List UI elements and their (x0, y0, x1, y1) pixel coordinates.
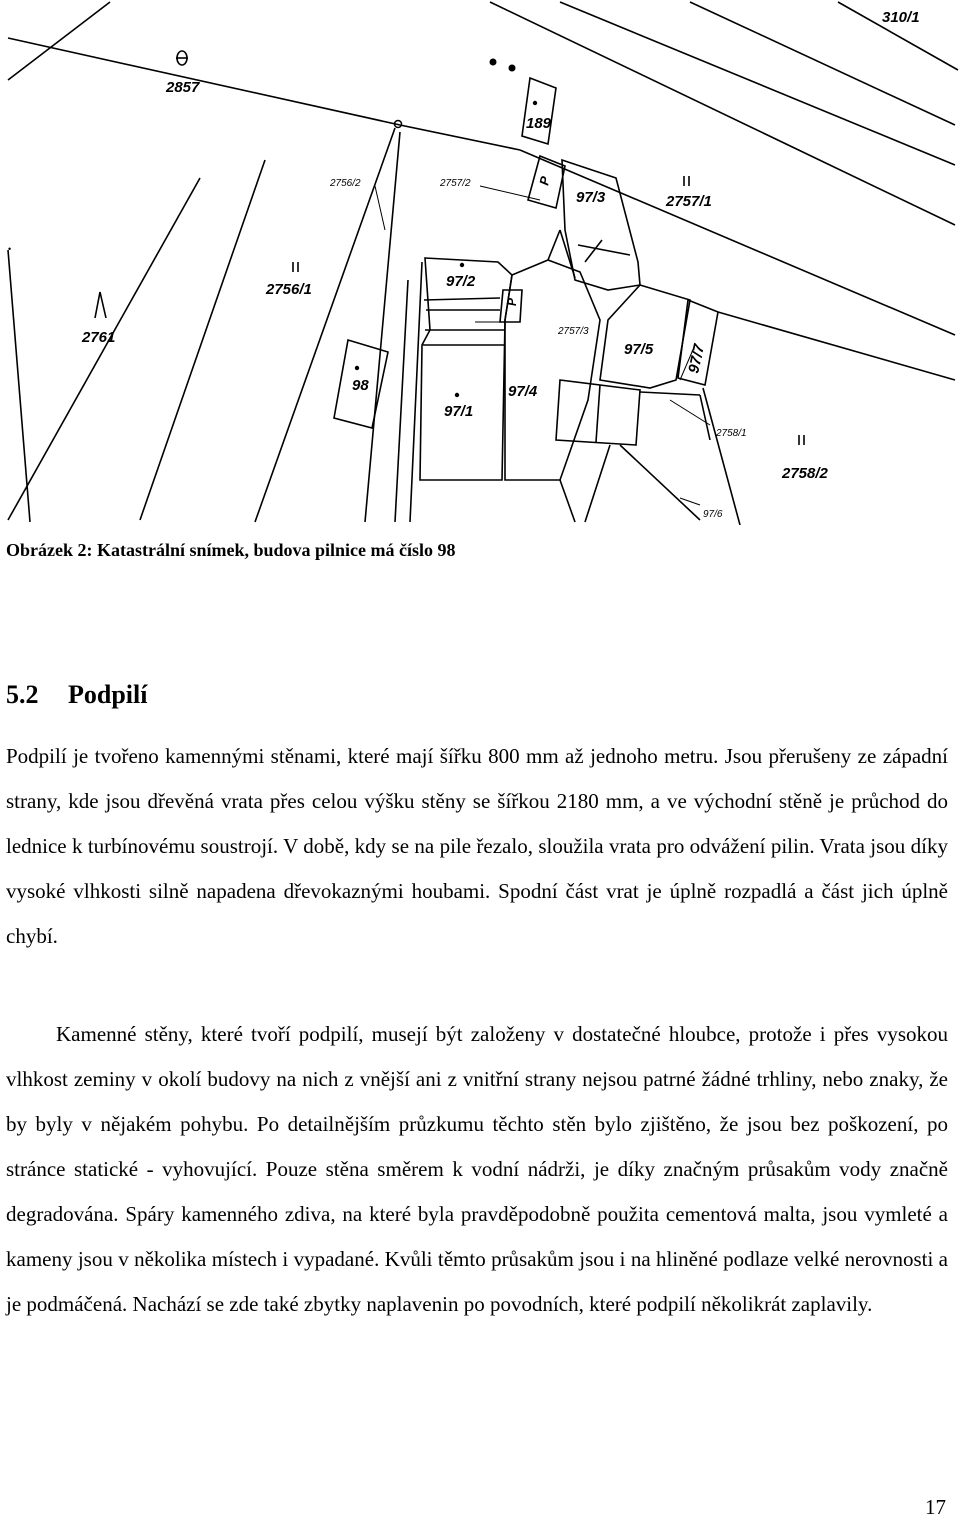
parcel-label: 2758/1 (716, 428, 747, 439)
paragraph: Podpilí je tvořeno kamennými stěnami, které mají šířku 800 mm až jednoho metru. Jsou přerušeny ze západní strany, kde jsou dřevěná vrata přes celou výšku stěny se šířkou 2180 mm, a ve východní stěně je průchod do lednice k turbínovému soustrojí. V době, kdy se na pile řezalo, sloužila vrata pro odvážení pilin. Vrata jsou díky vysoké vlhkosti silně napadena dřevokaznými houbami. Spodní část vrat je úplně rozpadlá a část jich úplně chybí. (6, 744, 948, 948)
parcel-label: 2757/1 (666, 193, 712, 210)
parcel-label: 189 (526, 115, 552, 132)
parcel-label: 97/6 (703, 509, 723, 520)
section-title: Podpilí (68, 680, 148, 709)
section-number: 5.2 (6, 680, 39, 709)
parcel-label: 2758/2 (782, 465, 828, 482)
svg-text:P: P (536, 175, 553, 187)
parcel-label: 2757/3 (558, 326, 589, 337)
cadastral-map-drawing (0, 0, 960, 525)
page-number: 17 (925, 1495, 946, 1519)
parcel-label: 97/2 (446, 273, 476, 290)
parcel-label: 2857 (166, 79, 200, 96)
parcel-label: 97/1 (444, 403, 474, 420)
section-heading (6, 680, 147, 710)
svg-text:P: P (505, 297, 519, 306)
parcel-label: 2756/2 (330, 178, 361, 189)
parcel-label: 310/1 (882, 9, 920, 26)
parcel-label: 97/5 (624, 341, 654, 358)
parcel-label: 2756/1 (266, 281, 312, 298)
figure-caption: Obrázek 2: Katastrální snímek, budova pilnice má číslo 98 (6, 540, 456, 560)
paragraph: Kamenné stěny, které tvoří podpilí, musejí být založeny v dostatečné hloubce, protože i přes vysokou vlhkost zeminy v okolí budovy na nich z vnější ani z vnitřní strany nejsou patrné žádné trhliny, nebo znaky, že by byly v nějakém pohybu. Po detailnějším průzkumu těchto stěn bylo zjištěno, že jsou bez poškození, po stránce statické - vyhovující. Pouze stěna směrem k vodní nádrži, je díky značným průsakům vody značně degradována. Spáry kamenného zdiva, na které byla pravděpodobně použita cementová malta, jsou vymleté a kameny jsou v několika místech i vypadané. Kvůli těmto průsakům jsou i na hliněné podlaze velké nerovnosti a je podmáčená. Nachází se zde také zbytky naplavenin po povodních, které podpilí několikrát zaplavily. (6, 1022, 948, 1316)
cadastral-map (0, 0, 960, 525)
parcel-label: 97/3 (576, 189, 606, 206)
map-symbols (8, 51, 804, 445)
svg-text:•: • (8, 244, 12, 254)
parcel-label: 2761 (82, 329, 116, 346)
parcel-boundaries (8, 2, 958, 525)
parcel-label: 98 (352, 377, 369, 394)
parcel-label: 97/4 (508, 383, 538, 400)
parcel-label: 2757/2 (440, 178, 471, 189)
parcel-label: 97/7 (685, 342, 708, 375)
